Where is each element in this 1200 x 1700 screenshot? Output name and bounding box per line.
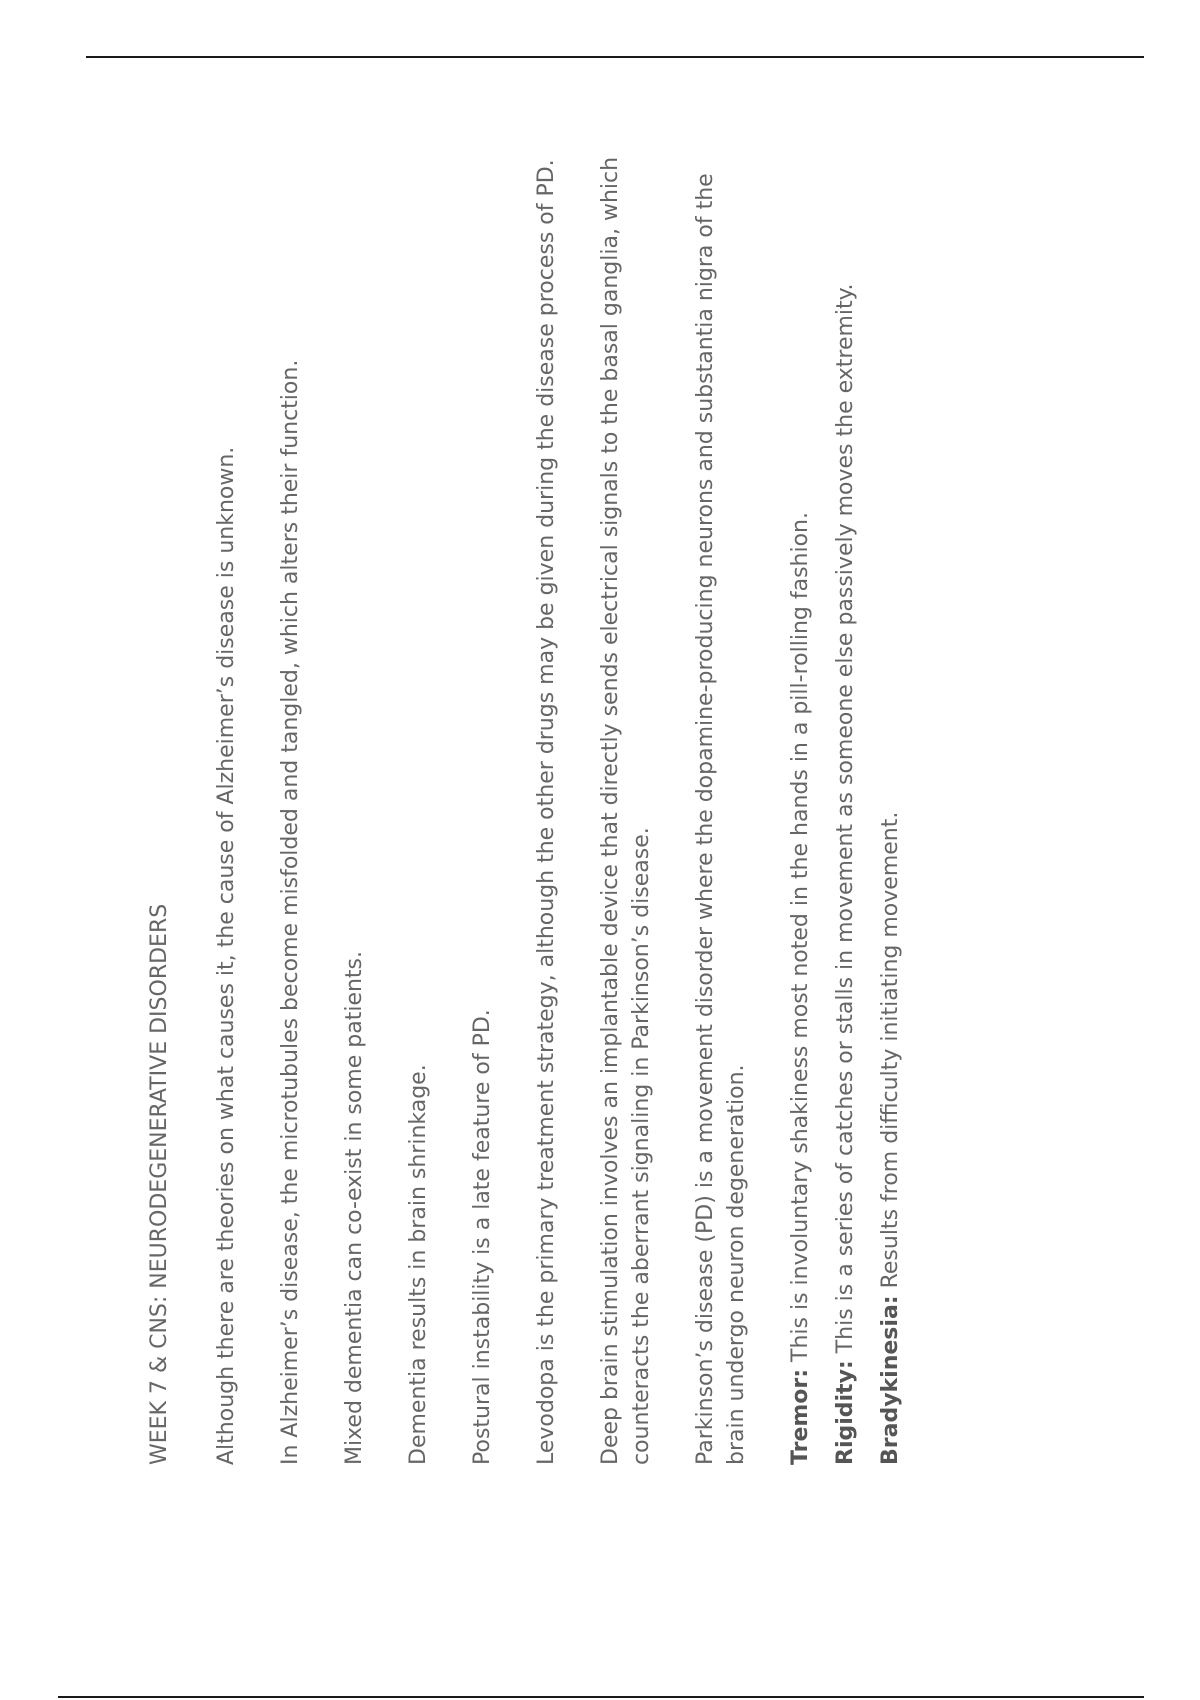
paragraph-microtubules: In Alzheimer’s disease, the microtubules become misfolded and tangled, which alters their function.	[278, 359, 303, 1465]
definition-text: This is involuntary shakiness most noted in the hands in a pill-rolling fashion.	[788, 512, 813, 1369]
document-body	[144, 155, 920, 1465]
definition-term: Bradykinesia:	[878, 1295, 903, 1465]
definition-tremor	[785, 155, 816, 1465]
footer-rule	[58, 1696, 1144, 1698]
paragraph-brain-shrinkage: Dementia results in brain shrinkage.	[406, 1064, 431, 1465]
header-rule	[86, 56, 1144, 58]
definition-term: Tremor:	[788, 1368, 813, 1465]
paragraph-postural-instability: Postural instability is a late feature of PD.	[470, 1009, 495, 1465]
definition-text: Results from difficulty initiating movement.	[878, 811, 903, 1296]
paragraph-alzheimers-cause: Although there are theories on what causes it, the cause of Alzheimer’s disease is unknown.	[214, 446, 239, 1465]
definition-bradykinesia	[875, 155, 906, 1465]
definition-text: This is a series of catches or stalls in movement as someone else passively moves the extremity.	[833, 283, 858, 1361]
paragraph-levodopa: Levodopa is the primary treatment strategy, although the other drugs may be given during the disease process of PD.	[534, 159, 559, 1465]
paragraph-deep-brain-stimulation: Deep brain stimulation involves an implantable device that directly sends electrical signals to the basal ganglia, which counteracts the aberrant signaling in Parkinson’s disease.	[598, 156, 654, 1465]
definition-rigidity	[830, 155, 861, 1465]
paragraph-mixed-dementia: Mixed dementia can co-exist in some patients.	[342, 950, 367, 1465]
document-title: WEEK 7 & CNS: NEURODEGENERATIVE DISORDERS	[147, 903, 172, 1465]
definition-term: Rigidity:	[833, 1360, 858, 1465]
paragraph-parkinsons-definition: Parkinson’s disease (PD) is a movement disorder where the dopamine-producing neurons and substantia nigra of the brain undergo neuron degeneration.	[693, 173, 749, 1465]
